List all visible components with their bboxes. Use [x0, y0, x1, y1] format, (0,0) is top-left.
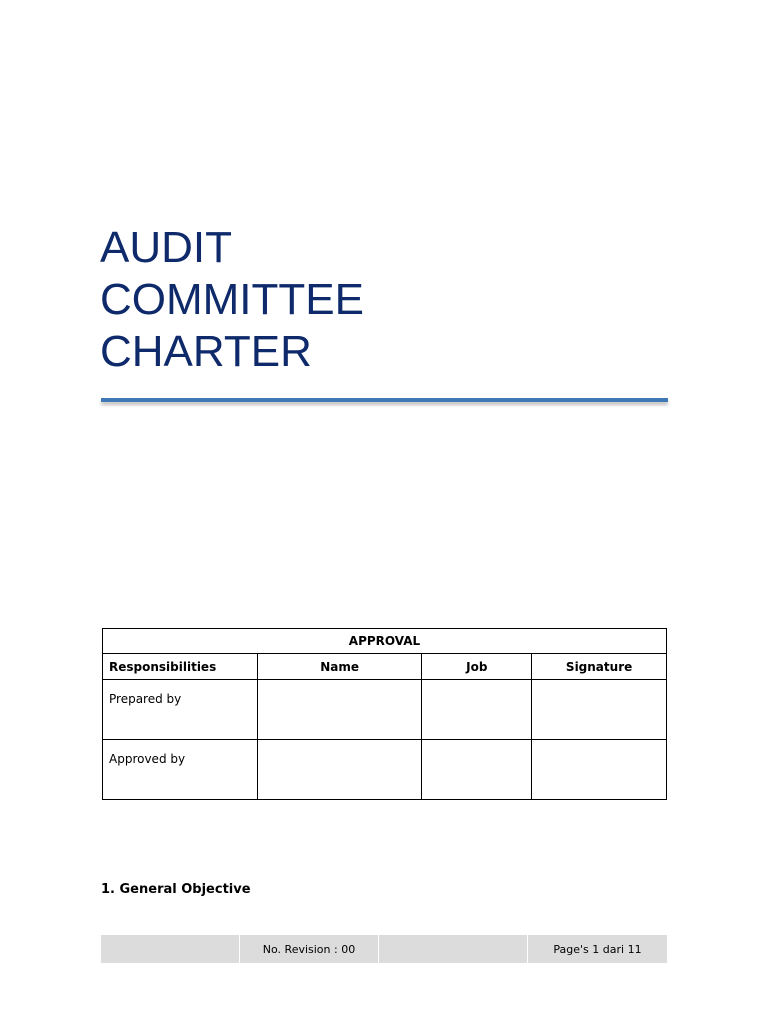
title-line-1: AUDIT	[100, 223, 232, 272]
column-header-job: Job	[422, 654, 532, 680]
page-footer	[101, 935, 667, 963]
job-cell	[422, 680, 532, 740]
job-cell	[422, 740, 532, 800]
title-line-3: CHARTER	[100, 327, 312, 376]
column-header-signature: Signature	[532, 654, 667, 680]
approval-table	[102, 628, 667, 800]
footer-page-number: Page's 1 dari 11	[528, 935, 667, 963]
document-title	[100, 222, 620, 378]
title-line-2: COMMITTEE	[100, 275, 364, 324]
responsibility-cell: Approved by	[103, 740, 258, 800]
responsibility-cell: Prepared by	[103, 680, 258, 740]
column-header-responsibilities: Responsibilities	[103, 654, 258, 680]
title-divider	[101, 398, 668, 402]
signature-cell	[532, 740, 667, 800]
name-cell	[257, 680, 422, 740]
column-header-name: Name	[257, 654, 422, 680]
column-header-row	[103, 654, 667, 680]
approval-header-row	[103, 629, 667, 654]
footer-cell	[101, 935, 240, 963]
footer-cell	[379, 935, 528, 963]
table-row	[103, 680, 667, 740]
approval-header: APPROVAL	[103, 629, 667, 654]
name-cell	[257, 740, 422, 800]
section-heading: 1. General Objective	[101, 882, 251, 897]
signature-cell	[532, 680, 667, 740]
footer-revision: No. Revision : 00	[240, 935, 379, 963]
table-row	[103, 740, 667, 800]
